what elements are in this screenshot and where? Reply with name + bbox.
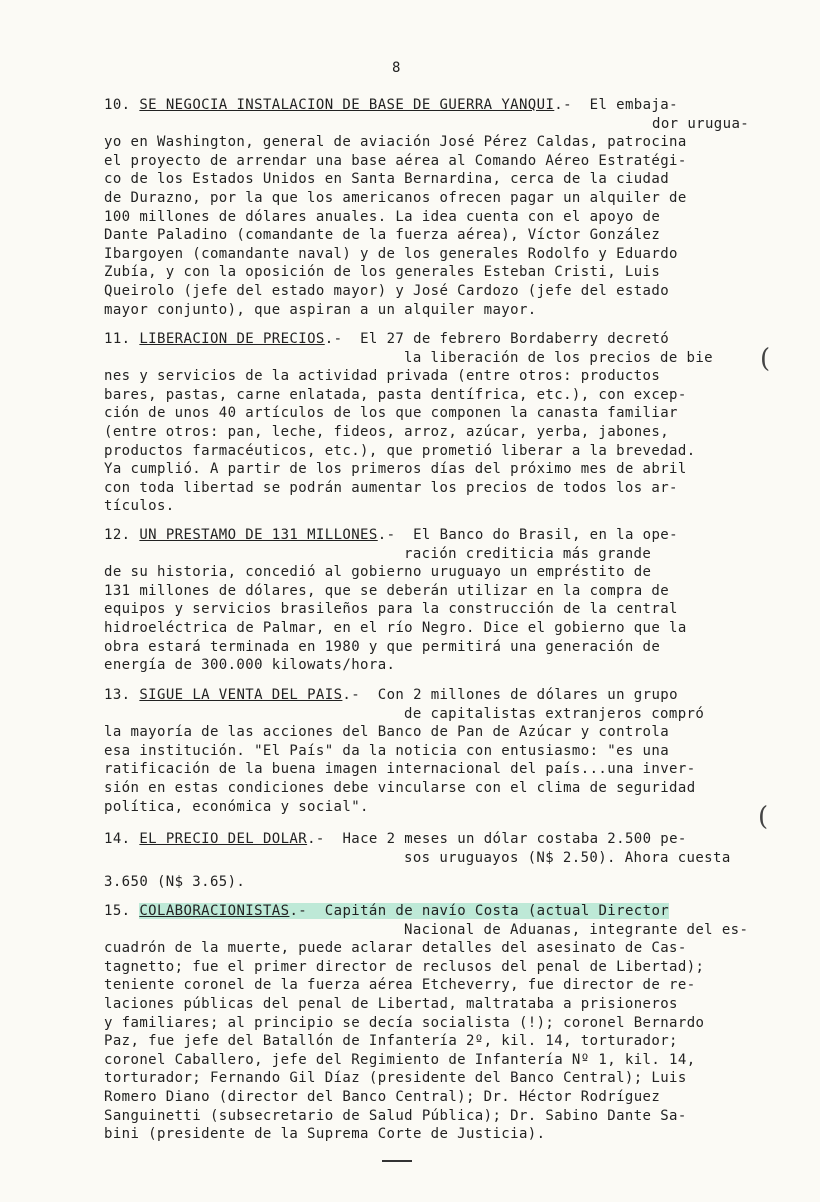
section-11 xyxy=(104,330,780,516)
text-line: sos uruguayos (N$ 2.50). Ahora cuesta xyxy=(404,849,731,866)
text-line: Zubía, y con la oposición de los generales Esteban Cristi, Luis xyxy=(104,264,661,281)
section-lead-text: Con 2 millones de dólares un grupo xyxy=(377,687,678,703)
section-heading: 10. SE NEGOCIA INSTALACION DE BASE DE GUERRA YANQUI.- El embaja- xyxy=(104,97,678,113)
text-line: Queirolo (jefe del estado mayor) y José Cardozo (jefe del estado xyxy=(104,282,670,299)
section-title: EL PRECIO DEL DOLAR xyxy=(139,831,308,847)
text-line: Ibargoyen (comandante naval) y de los generales Rodolfo y Eduardo xyxy=(104,245,678,262)
text-line: política, económica y social". xyxy=(104,798,369,815)
section-number: 11. xyxy=(104,331,131,347)
section-number: 14. xyxy=(104,831,131,847)
text-line: productos farmacéuticos, etc.), que prometió liberar a la brevedad. xyxy=(104,442,696,459)
text-line: Sanguinetti (subsecretario de Salud Pública); Dr. Sabino Dante Sa- xyxy=(104,1107,687,1124)
text-line: ración crediticia más grande xyxy=(404,545,652,562)
text-line: nes y servicios de la actividad privada (entre otros: productos xyxy=(104,368,661,385)
section-15 xyxy=(104,902,780,1144)
text-line: co de los Estados Unidos en Santa Bernardina, cerca de la ciudad xyxy=(104,171,670,188)
section-heading: 11. LIBERACION DE PRECIOS.- El 27 de febrero Bordaberry decretó xyxy=(104,331,670,347)
end-rule xyxy=(382,1160,412,1162)
text-line: tículos. xyxy=(104,498,175,515)
text-line: tagnetto; fue el primer director de reclusos del penal de Libertad); xyxy=(104,958,705,975)
margin-mark: ( xyxy=(760,344,771,374)
section-title: COLABORACIONISTAS xyxy=(139,903,290,919)
section-lead-text: Capitán de navío Costa (actual Director xyxy=(324,903,670,919)
text-line: el proyecto de arrendar una base aérea al Comando Aéreo Estratégi- xyxy=(104,152,687,169)
text-line: 100 millones de dólares anuales. La idea cuenta con el apoyo de xyxy=(104,208,661,225)
section-title: SIGUE LA VENTA DEL PAIS xyxy=(139,687,343,703)
text-line: energía de 300.000 kilowats/hora. xyxy=(104,657,396,674)
page-number: 8 xyxy=(392,60,401,76)
text-line: con toda libertad se podrán aumentar los precios de todos los ar- xyxy=(104,479,678,496)
text-line: equipos y servicios brasileños para la construcción de la central xyxy=(104,601,678,618)
section-12 xyxy=(104,526,780,675)
text-line: Dante Paladino (comandante de la fuerza aérea), Víctor González xyxy=(104,227,661,244)
text-line: teniente coronel de la fuerza aérea Etcheverry, fue director de re- xyxy=(104,977,696,994)
section-title: LIBERACION DE PRECIOS xyxy=(139,331,325,347)
text-line: torturador; Fernando Gil Díaz (presidente del Banco Central); Luis xyxy=(104,1070,687,1087)
text-line: bares, pastas, carne enlatada, pasta dentífrica, etc.), con excep- xyxy=(104,386,687,403)
text-line: laciones públicas del penal de Libertad, maltrataba a prisioneros xyxy=(104,995,678,1012)
text-line: Paz, fue jefe del Batallón de Infantería 2º, kil. 14, torturador; xyxy=(104,1033,678,1050)
text-line: hidroeléctrica de Palmar, en el río Negro. Dice el gobierno que la xyxy=(104,619,687,636)
text-line: esa institución. "El País" da la noticia con entusiasmo: "es una xyxy=(104,742,670,759)
text-line: 3.650 (N$ 3.65). xyxy=(104,874,246,891)
text-line: cuadrón de la muerte, puede aclarar detalles del asesinato de Cas- xyxy=(104,940,687,957)
text-line: dor urugua- xyxy=(652,115,750,132)
text-line: bini (presidente de la Suprema Corte de Justicia). xyxy=(104,1126,546,1143)
text-line: Ya cumplió. A partir de los primeros días del próximo mes de abril xyxy=(104,461,687,478)
section-lead-text: El 27 de febrero Bordaberry decretó xyxy=(360,331,670,347)
section-title: SE NEGOCIA INSTALACION DE BASE DE GUERRA YANQUI xyxy=(139,97,555,113)
section-title: UN PRESTAMO DE 131 MILLONES xyxy=(139,527,378,543)
text-line: de Durazno, por la que los americanos ofrecen pagar un alquiler de xyxy=(104,189,687,206)
text-line: ratificación de la buena imagen internacional del país...una inver- xyxy=(104,761,696,778)
section-14 xyxy=(104,830,780,892)
section-heading: 12. UN PRESTAMO DE 131 MILLONES.- El Banco do Brasil, en la ope- xyxy=(104,527,678,543)
text-line: coronel Caballero, jefe del Regimiento de Infantería Nº 1, kil. 14, xyxy=(104,1051,696,1068)
section-number: 13. xyxy=(104,687,131,703)
text-line: (entre otros: pan, leche, fideos, arroz, azúcar, yerba, jabones, xyxy=(104,423,670,440)
section-number: 15. xyxy=(104,903,131,919)
section-number: 12. xyxy=(104,527,131,543)
text-line: mayor conjunto), que aspiran a un alquiler mayor. xyxy=(104,301,537,318)
text-line: de capitalistas extranjeros compró xyxy=(404,705,705,722)
text-line: y familiares; al principio se decía socialista (!); coronel Bernardo xyxy=(104,1014,705,1031)
section-lead-text: El embaja- xyxy=(589,97,678,113)
section-10 xyxy=(104,96,780,319)
margin-mark: ( xyxy=(758,802,769,832)
text-line: de su historia, concedió al gobierno uruguayo un empréstito de xyxy=(104,564,652,581)
text-line: la liberación de los precios de bie xyxy=(404,349,714,366)
text-line: obra estará terminada en 1980 y que permitirá una generación de xyxy=(104,638,661,655)
text-line: Nacional de Aduanas, integrante del es- xyxy=(404,921,749,938)
text-line: sión en estas condiciones debe vincularse con el clima de seguridad xyxy=(104,779,696,796)
text-line: Romero Diano (director del Banco Central); Dr. Héctor Rodríguez xyxy=(104,1088,661,1105)
text-line: yo en Washington, general de aviación José Pérez Caldas, patrocina xyxy=(104,134,687,151)
section-number: 10. xyxy=(104,97,131,113)
text-line: ción de unos 40 artículos de los que componen la canasta familiar xyxy=(104,405,678,422)
section-lead-text: Hace 2 meses un dólar costaba 2.500 pe- xyxy=(342,831,687,847)
section-heading: 14. EL PRECIO DEL DOLAR.- Hace 2 meses un dólar costaba 2.500 pe- xyxy=(104,831,687,847)
section-13 xyxy=(104,686,780,816)
text-line: la mayoría de las acciones del Banco de Pan de Azúcar y controla xyxy=(104,724,670,741)
section-heading: 13. SIGUE LA VENTA DEL PAIS.- Con 2 millones de dólares un grupo xyxy=(104,687,678,703)
text-line: 131 millones de dólares, que se deberán utilizar en la compra de xyxy=(104,582,670,599)
section-heading: 15. COLABORACIONISTAS.- Capitán de navío Costa (actual Director xyxy=(104,903,670,919)
section-lead-text: El Banco do Brasil, en la ope- xyxy=(413,527,678,543)
